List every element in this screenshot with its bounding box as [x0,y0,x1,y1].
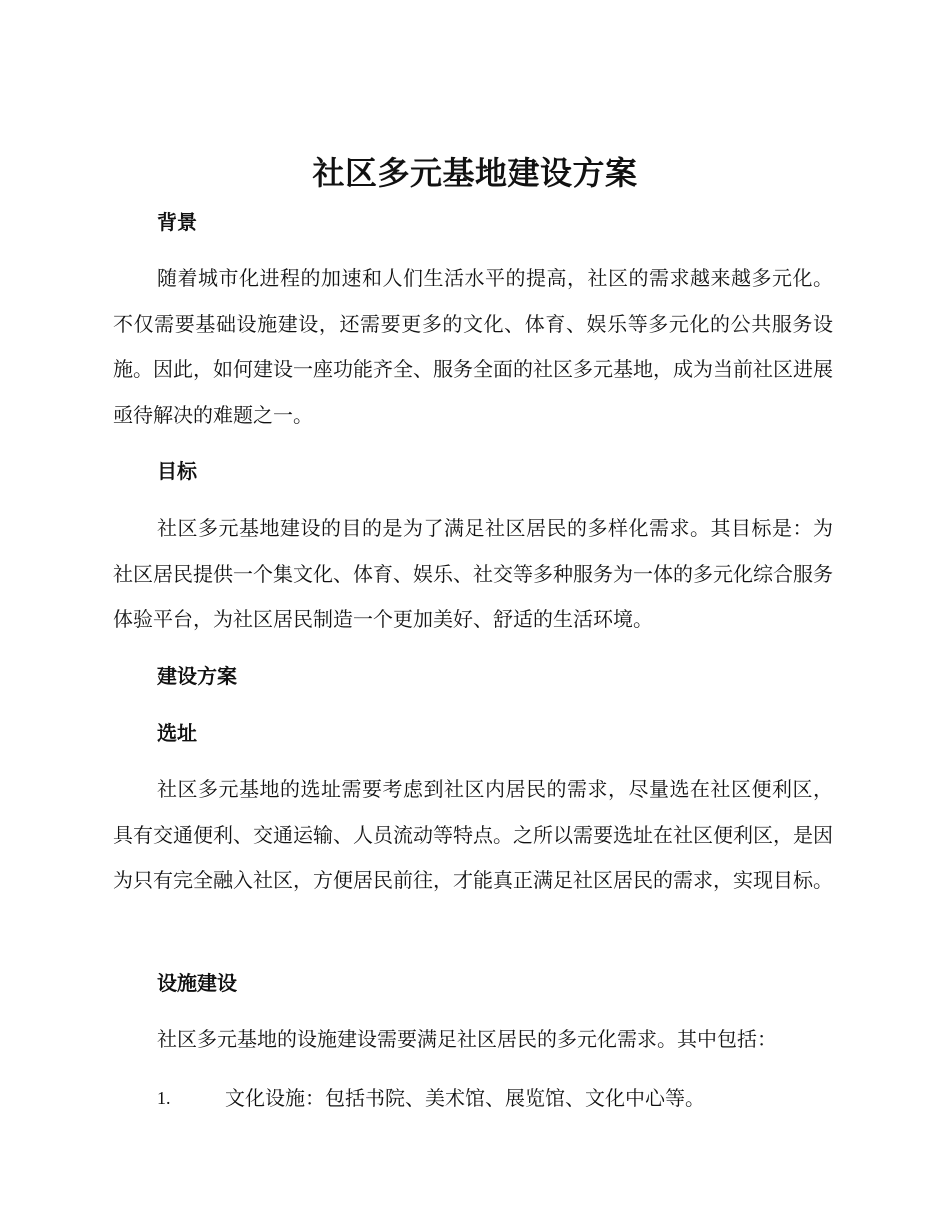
list-item-text: 文化设施：包括书院、美术馆、展览馆、文化中心等。 [225,1086,705,1110]
paragraph-site: 社区多元基地的选址需要考虑到社区内居民的需求，尽量选在社区便利区，具有交通便利、交通运输、人员流动等特点。之所以需要选址在社区便利区，是因为只有完全融入社区，方便居民前往，才能真正满足社区居民的需求，实现目标。 [113,777,833,892]
section-heading-site: 选址 [157,721,197,745]
section-heading-background: 背景 [157,210,197,234]
section-heading-facilities: 设施建设 [157,971,237,995]
section-heading-plan: 建设方案 [157,664,237,688]
list-item-number: 1. [157,1088,171,1108]
paragraph-background: 随着城市化进程的加速和人们生活水平的提高，社区的需求越来越多元化。不仅需要基础设施建设，还需要更多的文化、体育、娱乐等多元化的公共服务设施。因此，如何建设一座功能齐全、服务全面的社区多元基地，成为当前社区进展亟待解决的难题之一。 [113,266,833,427]
paragraph-goal: 社区多元基地建设的目的是为了满足社区居民的多样化需求。其目标是：为社区居民提供一个集文化、体育、娱乐、社交等多种服务为一体的多元化综合服务体验平台，为社区居民制造一个更加美好、舒适的生活环境。 [113,516,833,631]
document-title: 社区多元基地建设方案 [312,154,638,192]
paragraph-facilities: 社区多元基地的设施建设需要满足社区居民的多元化需求。其中包括： [157,1027,777,1051]
section-heading-goal: 目标 [157,459,197,483]
